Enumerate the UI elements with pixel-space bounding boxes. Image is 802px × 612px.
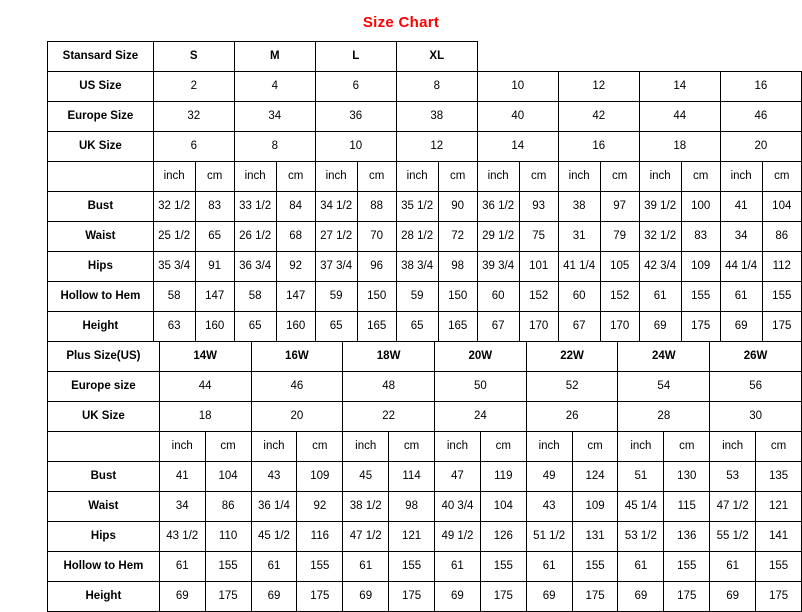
- table-cell-value: 155: [664, 552, 710, 582]
- table-cell-value: 8: [234, 132, 315, 162]
- table-cell-value: 69: [251, 582, 297, 612]
- table-cell-value: 150: [357, 282, 396, 312]
- row-label: Europe Size: [48, 102, 154, 132]
- table-cell-value: 155: [572, 552, 618, 582]
- unit-cell: inch: [558, 162, 600, 192]
- table-cell-value: 39 1/2: [639, 192, 681, 222]
- table-cell-value: 36 3/4: [234, 252, 276, 282]
- table-cell-value: 135: [756, 462, 802, 492]
- table-cell-value: 131: [572, 522, 618, 552]
- table-cell-value: 175: [664, 582, 710, 612]
- table-cell-value: 136: [664, 522, 710, 552]
- size-group-header: 22W: [526, 342, 618, 372]
- table-cell-value: 28 1/2: [396, 222, 438, 252]
- table-cell-value: 38 3/4: [396, 252, 438, 282]
- table-cell-value: 69: [639, 312, 681, 342]
- table-cell-value: 109: [297, 462, 343, 492]
- size-group-header: 14W: [159, 342, 251, 372]
- table-row: [48, 102, 802, 132]
- table-row: [48, 342, 802, 372]
- table-cell-value: 88: [357, 192, 396, 222]
- table-cell-value: 34: [720, 222, 762, 252]
- table-cell-value: 97: [600, 192, 639, 222]
- page-title: Size Chart: [362, 14, 440, 31]
- table-cell-value: 25 1/2: [153, 222, 195, 252]
- table-cell-value: 18: [639, 132, 720, 162]
- table-cell-value: 38 1/2: [343, 492, 389, 522]
- row-label: Hollow to Hem: [48, 282, 154, 312]
- unit-cell: cm: [480, 432, 526, 462]
- unit-cell: cm: [519, 162, 558, 192]
- table-cell-value: 43 1/2: [159, 522, 205, 552]
- table-cell-value: 26: [526, 402, 618, 432]
- unit-cell: inch: [315, 162, 357, 192]
- table-cell-value: 41: [720, 192, 762, 222]
- table-cell-value: 46: [251, 372, 343, 402]
- table-cell-value: 38: [396, 102, 477, 132]
- size-group-header: 24W: [618, 342, 710, 372]
- table-cell-value: 29 1/2: [477, 222, 519, 252]
- table-cell-value: 49: [526, 462, 572, 492]
- table-cell-value: 116: [297, 522, 343, 552]
- table-cell-value: 67: [558, 312, 600, 342]
- table-cell-value: 121: [389, 522, 435, 552]
- row-label: Hips: [48, 252, 154, 282]
- table-cell-value: 38: [558, 192, 600, 222]
- table-cell-value: 79: [600, 222, 639, 252]
- table-cell-value: 119: [480, 462, 526, 492]
- table-cell-value: 34: [159, 492, 205, 522]
- size-group-header: 26W: [710, 342, 802, 372]
- table-cell-value: 49 1/2: [434, 522, 480, 552]
- table-cell-value: 43: [526, 492, 572, 522]
- table-cell-value: 55 1/2: [710, 522, 756, 552]
- size-group-header: 18W: [343, 342, 435, 372]
- table-cell-value: 84: [276, 192, 315, 222]
- table-cell-value: 96: [357, 252, 396, 282]
- table-cell-value: 109: [572, 492, 618, 522]
- table-cell-value: 104: [205, 462, 251, 492]
- table-cell-value: 69: [720, 312, 762, 342]
- table-cell-value: 8: [396, 72, 477, 102]
- table-cell-value: 65: [315, 312, 357, 342]
- table-cell-value: 115: [664, 492, 710, 522]
- table-header-label: Plus Size(US): [48, 342, 160, 372]
- table-cell-value: 42 3/4: [639, 252, 681, 282]
- table-cell-value: 175: [681, 312, 720, 342]
- table-cell-value: 63: [153, 312, 195, 342]
- unit-cell: cm: [389, 432, 435, 462]
- table-cell-value: 69: [526, 582, 572, 612]
- table-cell-value: 14: [639, 72, 720, 102]
- unit-cell: cm: [572, 432, 618, 462]
- table-cell-value: 45 1/4: [618, 492, 664, 522]
- table-cell-value: 105: [600, 252, 639, 282]
- table-cell-value: 35 1/2: [396, 192, 438, 222]
- unit-row: [48, 162, 802, 192]
- table-cell-value: 32 1/2: [639, 222, 681, 252]
- table-cell-value: 36 1/4: [251, 492, 297, 522]
- table-cell-value: 30: [710, 402, 802, 432]
- table-cell-value: 52: [526, 372, 618, 402]
- table-cell-value: 175: [572, 582, 618, 612]
- unit-cell: inch: [720, 162, 762, 192]
- table-cell-value: 67: [477, 312, 519, 342]
- table-cell-value: 92: [297, 492, 343, 522]
- unit-cell: cm: [664, 432, 710, 462]
- table-cell-value: 69: [343, 582, 389, 612]
- table-cell-value: 60: [558, 282, 600, 312]
- table-cell-value: 69: [710, 582, 756, 612]
- table-cell-value: 147: [276, 282, 315, 312]
- table-cell-value: 16: [558, 132, 639, 162]
- table-cell-value: 170: [600, 312, 639, 342]
- size-group-header: S: [153, 42, 234, 72]
- table-cell-value: 27 1/2: [315, 222, 357, 252]
- table-cell-value: 69: [618, 582, 664, 612]
- table-cell-value: 86: [762, 222, 801, 252]
- table-cell-value: 45 1/2: [251, 522, 297, 552]
- table-cell-value: 54: [618, 372, 710, 402]
- table-cell-value: 41: [159, 462, 205, 492]
- table-cell-value: 72: [438, 222, 477, 252]
- table-cell-value: 61: [618, 552, 664, 582]
- table-cell-value: 114: [389, 462, 435, 492]
- table-cell-value: 61: [343, 552, 389, 582]
- table-cell-value: 155: [297, 552, 343, 582]
- unit-row: [48, 432, 802, 462]
- table-cell-value: 33 1/2: [234, 192, 276, 222]
- table-cell-value: 14: [477, 132, 558, 162]
- row-label: UK Size: [48, 402, 160, 432]
- table-cell-value: 61: [526, 552, 572, 582]
- standard-size-table: [47, 41, 802, 342]
- table-cell-value: 61: [639, 282, 681, 312]
- table-cell-value: 93: [519, 192, 558, 222]
- unit-cell: inch: [396, 162, 438, 192]
- table-cell-value: 91: [195, 252, 234, 282]
- unit-cell: inch: [434, 432, 480, 462]
- table-cell-value: 53: [710, 462, 756, 492]
- table-cell-value: 155: [756, 552, 802, 582]
- table-cell-value: 44: [159, 372, 251, 402]
- row-label: Hips: [48, 522, 160, 552]
- table-cell-value: 6: [153, 132, 234, 162]
- table-cell-value: 175: [205, 582, 251, 612]
- table-row: [48, 372, 802, 402]
- table-cell-value: 165: [357, 312, 396, 342]
- table-cell-value: 65: [396, 312, 438, 342]
- table-cell-value: 155: [205, 552, 251, 582]
- table-row: [48, 222, 802, 252]
- table-header-label: Stansard Size: [48, 42, 154, 72]
- table-cell-value: 112: [762, 252, 801, 282]
- table-cell-value: 47: [434, 462, 480, 492]
- table-cell-value: 53 1/2: [618, 522, 664, 552]
- unit-cell: cm: [756, 432, 802, 462]
- table-cell-value: 36 1/2: [477, 192, 519, 222]
- table-cell-value: 69: [159, 582, 205, 612]
- table-cell-value: 155: [389, 552, 435, 582]
- unit-cell: inch: [639, 162, 681, 192]
- table-cell-value: 90: [438, 192, 477, 222]
- table-cell-value: 44 1/4: [720, 252, 762, 282]
- table-cell-value: 36: [315, 102, 396, 132]
- table-row: [48, 402, 802, 432]
- table-cell-value: 47 1/2: [343, 522, 389, 552]
- table-cell-value: 61: [434, 552, 480, 582]
- table-cell-value: 6: [315, 72, 396, 102]
- size-group-header: 20W: [434, 342, 526, 372]
- table-cell-value: 10: [477, 72, 558, 102]
- size-group-header: XL: [396, 42, 477, 72]
- table-cell-value: 44: [639, 102, 720, 132]
- table-cell-value: 101: [519, 252, 558, 282]
- table-cell-value: 92: [276, 252, 315, 282]
- row-label: Waist: [48, 492, 160, 522]
- table-cell-value: 32: [153, 102, 234, 132]
- table-row: [48, 312, 802, 342]
- table-row: [48, 192, 802, 222]
- table-cell-value: 41 1/4: [558, 252, 600, 282]
- unit-cell: inch: [251, 432, 297, 462]
- plus-size-table-wrap: [47, 341, 802, 612]
- table-cell-value: 83: [681, 222, 720, 252]
- table-cell-value: 48: [343, 372, 435, 402]
- table-cell-value: 175: [297, 582, 343, 612]
- table-cell-value: 65: [195, 222, 234, 252]
- table-cell-value: 165: [438, 312, 477, 342]
- table-cell-value: 28: [618, 402, 710, 432]
- table-cell-value: 70: [357, 222, 396, 252]
- table-cell-value: 121: [756, 492, 802, 522]
- table-cell-value: 155: [762, 282, 801, 312]
- table-cell-value: 39 3/4: [477, 252, 519, 282]
- table-cell-value: 175: [756, 582, 802, 612]
- table-cell-value: 61: [720, 282, 762, 312]
- table-cell-value: 10: [315, 132, 396, 162]
- table-cell-value: 4: [234, 72, 315, 102]
- table-cell-value: 58: [153, 282, 195, 312]
- table-row: [48, 132, 802, 162]
- table-cell-value: 12: [396, 132, 477, 162]
- table-cell-value: 155: [681, 282, 720, 312]
- row-label: Bust: [48, 462, 160, 492]
- table-cell-value: 110: [205, 522, 251, 552]
- table-cell-value: 150: [438, 282, 477, 312]
- unit-cell: cm: [357, 162, 396, 192]
- table-row: [48, 282, 802, 312]
- table-cell-value: 152: [519, 282, 558, 312]
- table-cell-value: 16: [720, 72, 801, 102]
- table-cell-value: 104: [480, 492, 526, 522]
- table-cell-value: 32 1/2: [153, 192, 195, 222]
- unit-cell: inch: [159, 432, 205, 462]
- size-group-header: M: [234, 42, 315, 72]
- table-cell-value: 130: [664, 462, 710, 492]
- table-cell-value: 175: [762, 312, 801, 342]
- unit-cell: cm: [195, 162, 234, 192]
- row-label: US Size: [48, 72, 154, 102]
- size-group-header: 16W: [251, 342, 343, 372]
- table-row: [48, 552, 802, 582]
- table-cell-value: 46: [720, 102, 801, 132]
- table-cell-value: 124: [572, 462, 618, 492]
- row-label: Waist: [48, 222, 154, 252]
- table-cell-value: 24: [434, 402, 526, 432]
- table-row: [48, 42, 802, 72]
- table-cell-value: 18: [159, 402, 251, 432]
- table-cell-value: 160: [195, 312, 234, 342]
- table-cell-value: 22: [343, 402, 435, 432]
- table-cell-value: 75: [519, 222, 558, 252]
- plus-size-table: [47, 341, 802, 612]
- row-label: Hollow to Hem: [48, 552, 160, 582]
- table-cell-value: 42: [558, 102, 639, 132]
- table-cell-value: 98: [389, 492, 435, 522]
- table-cell-value: 175: [389, 582, 435, 612]
- row-label: [48, 432, 160, 462]
- table-row: [48, 252, 802, 282]
- table-cell-value: 34: [234, 102, 315, 132]
- table-cell-value: 100: [681, 192, 720, 222]
- table-cell-value: 50: [434, 372, 526, 402]
- table-cell-value: 152: [600, 282, 639, 312]
- table-cell-value: 61: [710, 552, 756, 582]
- table-cell-value: 20: [251, 402, 343, 432]
- unit-cell: cm: [762, 162, 801, 192]
- table-cell-value: 40 3/4: [434, 492, 480, 522]
- table-cell-value: 51 1/2: [526, 522, 572, 552]
- table-cell-value: 61: [159, 552, 205, 582]
- table-cell-value: 60: [477, 282, 519, 312]
- table-cell-value: 43: [251, 462, 297, 492]
- row-label: [48, 162, 154, 192]
- unit-cell: inch: [234, 162, 276, 192]
- standard-size-table-wrap: [47, 41, 802, 342]
- table-cell-value: 31: [558, 222, 600, 252]
- table-cell-value: 12: [558, 72, 639, 102]
- table-cell-value: 56: [710, 372, 802, 402]
- table-cell-value: 160: [276, 312, 315, 342]
- row-label: Height: [48, 312, 154, 342]
- unit-cell: cm: [276, 162, 315, 192]
- table-cell-value: 69: [434, 582, 480, 612]
- table-row: [48, 582, 802, 612]
- row-label: UK Size: [48, 132, 154, 162]
- unit-cell: inch: [710, 432, 756, 462]
- table-cell-value: 20: [720, 132, 801, 162]
- table-cell-value: 45: [343, 462, 389, 492]
- row-label: Bust: [48, 192, 154, 222]
- unit-cell: cm: [297, 432, 343, 462]
- unit-cell: inch: [618, 432, 664, 462]
- row-label: Europe size: [48, 372, 160, 402]
- table-row: [48, 72, 802, 102]
- table-cell-value: 68: [276, 222, 315, 252]
- table-cell-value: 155: [480, 552, 526, 582]
- table-row: [48, 522, 802, 552]
- table-cell-value: 47 1/2: [710, 492, 756, 522]
- table-cell-value: 37 3/4: [315, 252, 357, 282]
- table-cell-value: 170: [519, 312, 558, 342]
- table-cell-value: 141: [756, 522, 802, 552]
- unit-cell: inch: [477, 162, 519, 192]
- table-cell-value: 34 1/2: [315, 192, 357, 222]
- table-cell-value: 175: [480, 582, 526, 612]
- table-cell-value: 98: [438, 252, 477, 282]
- row-label: Height: [48, 582, 160, 612]
- unit-cell: cm: [205, 432, 251, 462]
- table-cell-value: 147: [195, 282, 234, 312]
- table-cell-value: 83: [195, 192, 234, 222]
- table-cell-value: 2: [153, 72, 234, 102]
- table-row: [48, 462, 802, 492]
- table-cell-value: 40: [477, 102, 558, 132]
- table-row: [48, 492, 802, 522]
- table-cell-value: 104: [762, 192, 801, 222]
- unit-cell: cm: [681, 162, 720, 192]
- unit-cell: cm: [438, 162, 477, 192]
- table-cell-value: 61: [251, 552, 297, 582]
- table-cell-value: 51: [618, 462, 664, 492]
- unit-cell: inch: [343, 432, 389, 462]
- table-cell-value: 59: [396, 282, 438, 312]
- table-cell-value: 86: [205, 492, 251, 522]
- unit-cell: inch: [526, 432, 572, 462]
- table-cell-value: 59: [315, 282, 357, 312]
- table-cell-value: 65: [234, 312, 276, 342]
- table-cell-value: 109: [681, 252, 720, 282]
- size-group-header: L: [315, 42, 396, 72]
- unit-cell: inch: [153, 162, 195, 192]
- table-cell-value: 126: [480, 522, 526, 552]
- table-cell-value: 26 1/2: [234, 222, 276, 252]
- table-cell-value: 58: [234, 282, 276, 312]
- unit-cell: cm: [600, 162, 639, 192]
- table-cell-value: 35 3/4: [153, 252, 195, 282]
